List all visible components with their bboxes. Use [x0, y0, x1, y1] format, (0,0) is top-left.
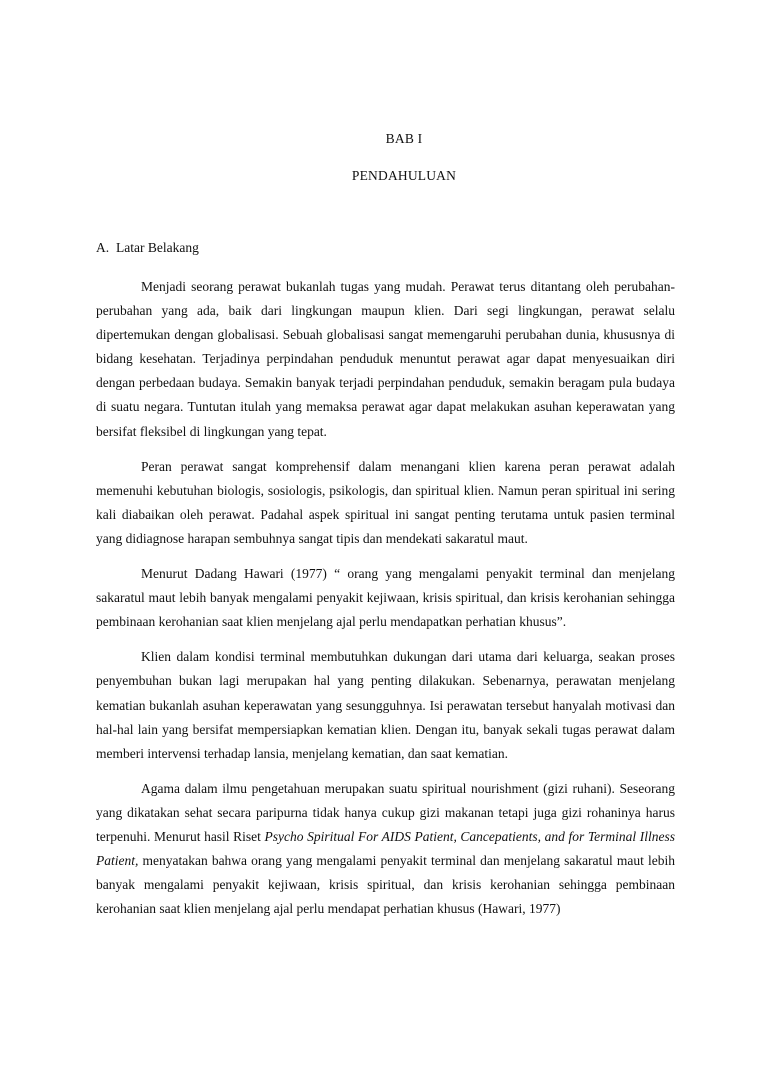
paragraph-3: Menurut Dadang Hawari (1977) “ orang yang mengalami penyakit terminal dan menjelang sakaratul maut lebih banyak mengalami penyakit kejiwaan, krisis spiritual, dan krisis kerohanian sehingga pembinaan kerohanian saat klien menjelang ajal perlu mendapatkan perhatian khusus”.	[96, 566, 675, 630]
paragraph-1: Menjadi seorang perawat bukanlah tugas yang mudah. Perawat terus ditantang oleh perubahan-perubahan yang ada, baik dari lingkungan maupun klien. Dari segi lingkungan, perawat selalu dipertemukan dengan globalisasi. Sebuah globalisasi sangat memengaruhi perubahan dunia, khususnya di bidang kesehatan. Terjadinya perpindahan penduduk menuntut perawat agar dapat menyesuaikan diri dengan perbedaan budaya. Semakin banyak terjadi perpindahan penduduk, semakin beragam pula budaya di suatu negara. Tuntutan itulah yang memaksa perawat agar dapat melakukan asuhan keperawatan yang bersifat fleksibel di lingkungan yang tepat.	[96, 279, 675, 439]
paragraph-4: Klien dalam kondisi terminal membutuhkan dukungan dari utama dari keluarga, seakan proses penyembuhan bukan lagi merupakan hal yang penting dilakukan. Sebenarnya, perawatan menjelang kematian bukanlah asuhan keperawatan yang sesungguhnya. Isi perawatan tersebut hanyalah motivasi dan hal-hal lain yang bersifat mempersiapkan kematian klien. Dengan itu, banyak sekali tugas perawat dalam memberi intervensi terhadap lansia, menjelang kematian, dan saat kematian.	[96, 649, 675, 761]
body-text	[96, 275, 675, 932]
paragraph-2: Peran perawat sangat komprehensif dalam menangani klien karena peran perawat adalah memenuhi kebutuhan biologis, sosiologis, psikologis, dan spiritual klien. Namun peran spiritual ini sering kali diabaikan oleh perawat. Padahal aspek spiritual ini sangat penting terutama untuk pasien terminal yang didiagnose harapan sembuhnya sangat tipis dan mendekati sakaratul maut.	[96, 458, 675, 546]
section-number: A.	[96, 240, 110, 255]
section-title: Latar Belakang	[116, 240, 199, 255]
paragraph-5	[96, 777, 675, 922]
paragraph-5-italic-title: Psycho Spiritual For AIDS Patient, Cancepatients, and for Terminal Illness Patient,	[96, 828, 675, 869]
paragraph-5-text-b: menyatakan bahwa orang yang mengalami penyakit terminal dan menjelang sakaratul maut lebih banyak mengalami penyakit kejiwaan, krisis spiritual, dan krisis kerohanian sehingga pembinaan kerohanian saat klien menjelang ajal perlu mendapat perhatian khusus (Hawari, 1977)	[96, 853, 675, 917]
paragraph-5-text-a: Agama dalam ilmu pengetahuan merupakan suatu spiritual nourishment (gizi ruhani). Seseorang yang dikatakan sehat secara paripurna tidak hanya cukup gizi makanan tetapi juga gizi rohaninya harus terpenuhi. Menurut hasil Riset	[96, 780, 675, 844]
chapter-number: BAB I	[385, 131, 423, 146]
chapter-title: PENDAHULUAN	[351, 168, 457, 183]
section-heading	[96, 240, 199, 256]
